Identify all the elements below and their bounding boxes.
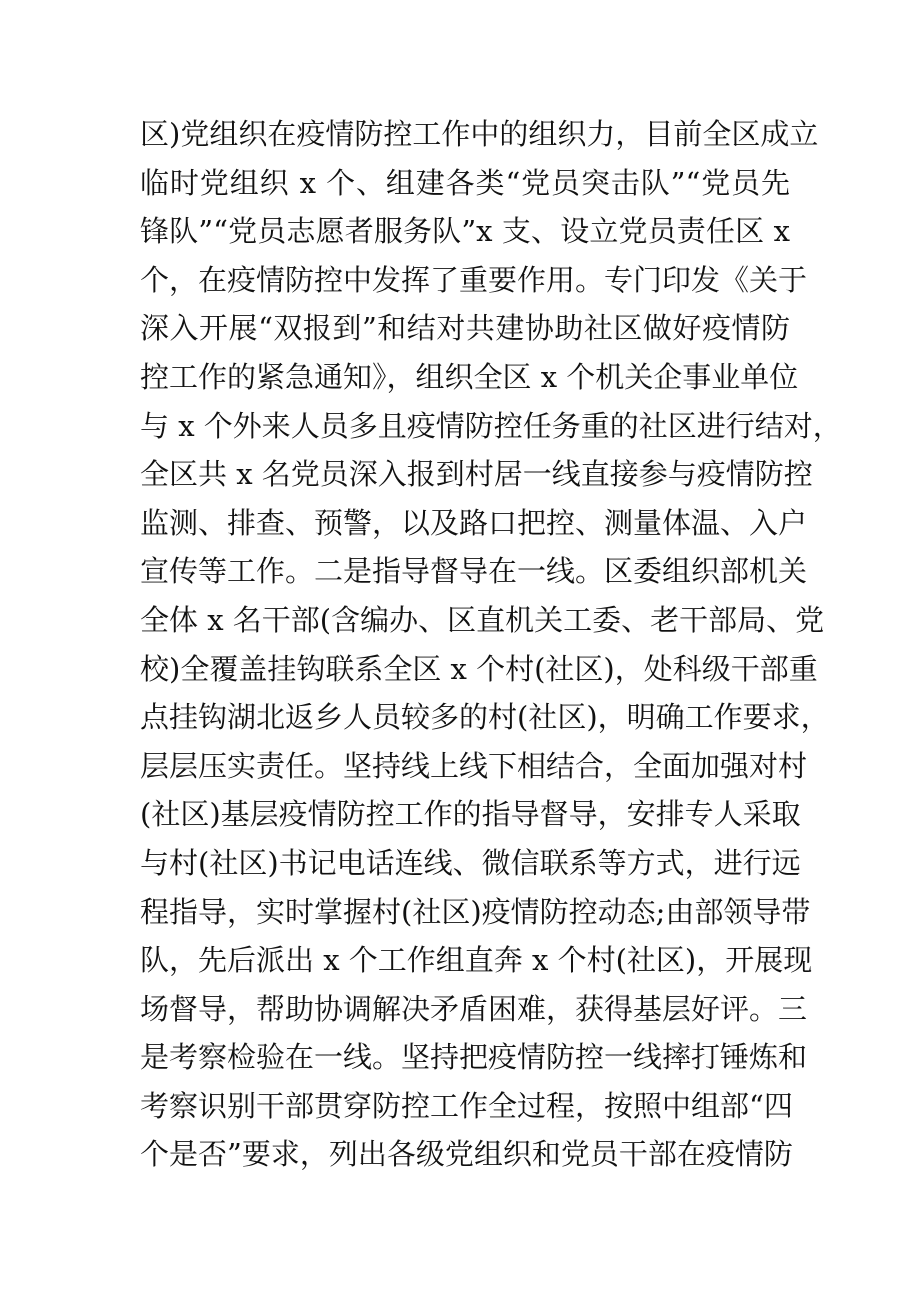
text-line-12: 校)全覆盖挂钩联系全区 x 个村(社区)，处科级干部重 [140, 651, 818, 686]
text-line-16: 与村(社区)书记电话连线、微信联系等方式，进行远 [140, 845, 801, 880]
text-line-13: 点挂钩湖北返乡人员较多的村(社区)，明确工作要求， [140, 700, 830, 735]
text-line-4: 个，在疫情防控中发挥了重要作用。专门印发《关于 [140, 262, 808, 297]
text-line-9: 监测、排查、预警，以及路口把控、测量体温、入户 [140, 505, 808, 540]
text-line-7: 与 x 个外来人员多且疫情防控任务重的社区进行结对， [140, 408, 842, 443]
text-line-5: 深入开展“双报到”和结对共建协助社区做好疫情防 [140, 311, 790, 346]
text-line-6: 控工作的紧急通知》，组织全区 x 个机关企事业单位 [140, 359, 799, 394]
text-line-22: 个是否”要求，列出各级党组织和党员干部在疫情防 [140, 1137, 793, 1172]
text-line-11: 全体 x 名干部(含编办、区直机关工委、老干部局、党 [140, 602, 825, 637]
text-line-20: 是考察检验在一线。坚持把疫情防控一线摔打锤炼和 [140, 1040, 808, 1075]
text-line-19: 场督导，帮助协调解决矛盾困难，获得基层好评。三 [140, 991, 808, 1026]
text-line-3: 锋队”“党员志愿者服务队”x 支、设立党员责任区 x [140, 214, 790, 249]
text-line-21: 考察识别干部贯穿防控工作全过程，按照中组部“四 [140, 1088, 793, 1123]
text-line-1: 区)党组织在疫情防控工作中的组织力，目前全区成立 [140, 117, 819, 151]
text-line-17: 程指导，实时掌握村(社区)疫情防控动态;由部领导带 [140, 894, 811, 929]
text-line-15: (社区)基层疫情防控工作的指导督导，安排专人采取 [140, 797, 801, 832]
text-line-14: 层层压实责任。坚持线上线下相结合，全面加强对村 [140, 748, 808, 783]
body-text [140, 110, 842, 1179]
text-line-2: 临时党组织 x 个、组建各类“党员突击队”“党员先 [140, 165, 790, 200]
text-line-8: 全区共 x 名党员深入报到村居一线直接参与疫情防控 [140, 457, 813, 492]
text-line-10: 宣传等工作。二是指导督导在一线。区委组织部机关 [140, 554, 808, 589]
text-line-18: 队，先后派出 x 个工作组直奔 x 个村(社区)，开展现 [140, 943, 813, 978]
